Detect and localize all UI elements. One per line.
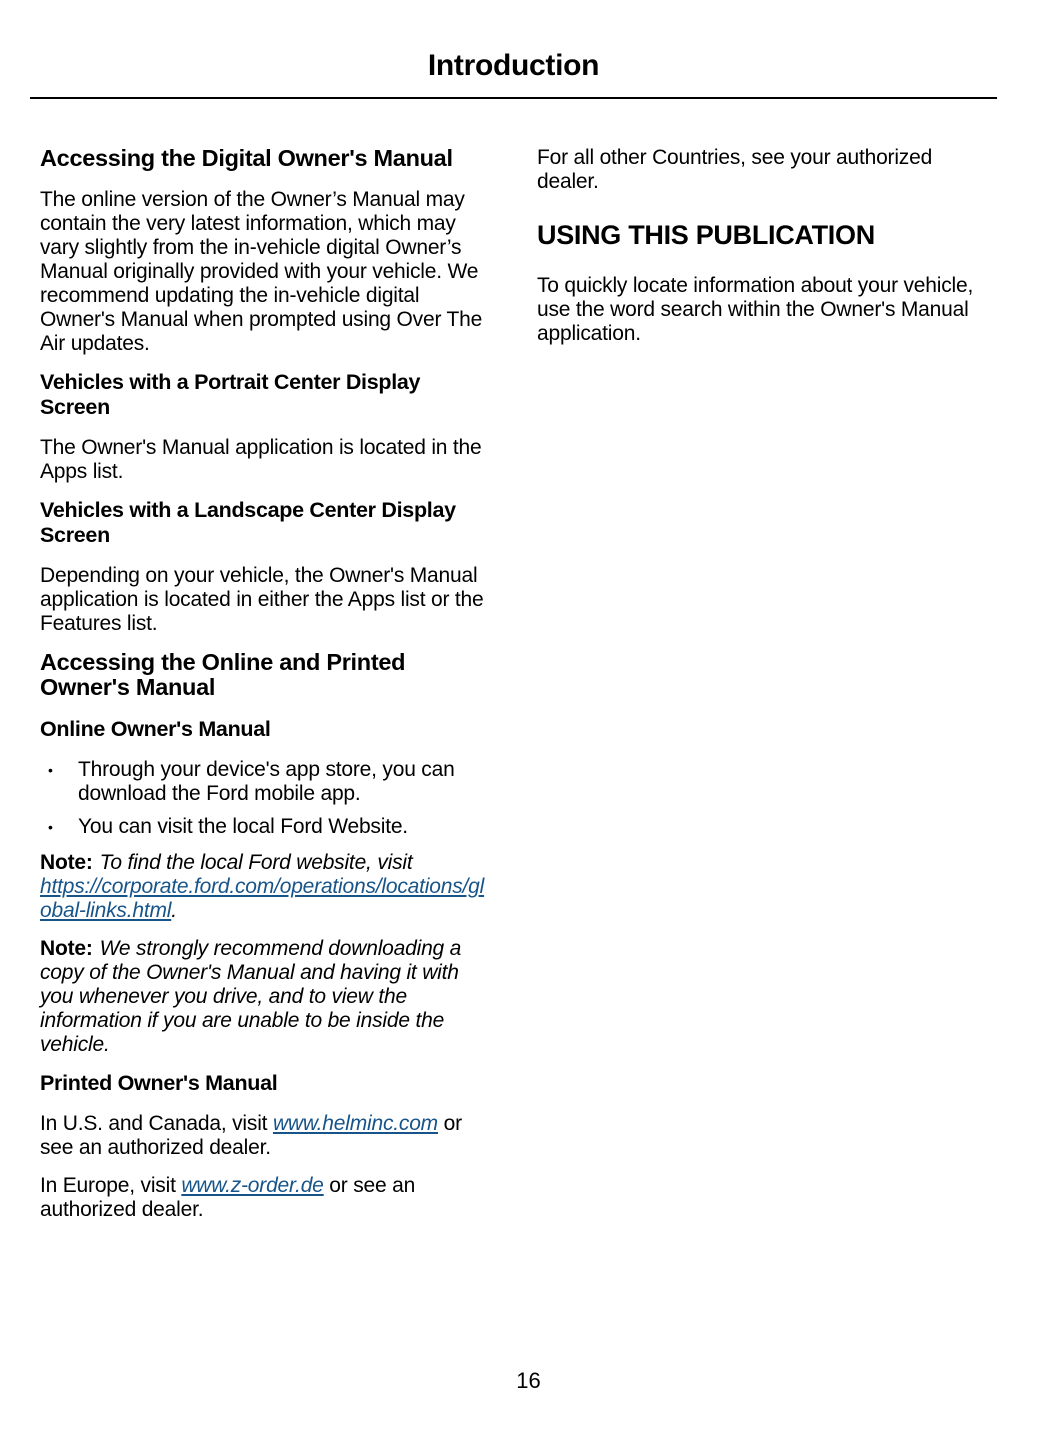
note-text-period: . [171,899,177,922]
paragraph-us-canada [40,1112,492,1160]
subsection-heading-printed-manual: Printed Owner's Manual [40,1071,278,1095]
ford-global-links-link[interactable]: https://corporate.ford.com/operations/locations/global-links.html [40,875,485,922]
bullet-list [40,758,492,839]
bullet-icon: • [48,819,53,835]
paragraph-word-search: To quickly locate information about your vehicle, use the word search within the Owner's Manual application. [537,274,974,345]
list-item-text: Through your device's app store, you can download the Ford mobile app. [78,758,455,805]
list-item [40,758,492,806]
subsection-heading-portrait-display: Vehicles with a Portrait Center Display Screen [40,370,421,419]
section-heading-online-printed-manual: Accessing the Online and Printed Owner's Manual [40,649,406,700]
subsection-heading-landscape-display: Vehicles with a Landscape Center Display Screen [40,498,456,547]
paragraph-landscape-display: Depending on your vehicle, the Owner's Manual application is located in either the Apps list or the Features list. [40,564,484,635]
list-item [40,815,492,839]
note-text: We strongly recommend downloading a copy of the Owner's Manual and having it with you whenever you drive, and to view the information if you are unable to be inside the vehicle. [40,937,462,1056]
note-paragraph-download-copy [40,937,492,1057]
paragraph-online-version: The online version of the Owner’s Manual may contain the very latest information, which may vary slightly from the in-vehicle digital Owner’s Manual originally provided with your vehicle. We recommend updating the in-vehicle digital Owner's Manual when prompted using Over The Air updates. [40,188,483,355]
page-number: 16 [516,1368,541,1393]
paragraph-text: or see an authorized dealer. [40,1112,462,1159]
note-paragraph-local-website [40,851,492,923]
note-label: Note: [40,851,93,874]
paragraph-text: In U.S. and Canada, visit [40,1112,273,1135]
paragraph-text: or see an authorized dealer. [40,1174,416,1221]
section-heading-digital-manual: Accessing the Digital Owner's Manual [40,145,453,171]
page-columns [40,130,989,1236]
header-rule [30,97,997,99]
paragraph-text: In Europe, visit [40,1174,182,1197]
paragraph-europe [40,1174,492,1222]
page-title: Introduction [427,49,600,82]
note-text: To find the local Ford website, visit [99,851,413,874]
subsection-heading-online-manual: Online Owner's Manual [40,717,271,741]
paragraph-portrait-display: The Owner's Manual application is located in the Apps list. [40,436,482,483]
section-heading-using-publication: USING THIS PUBLICATION [537,220,875,250]
z-order-link[interactable]: www.z-order.de [181,1174,324,1197]
paragraph-other-countries: For all other Countries, see your authorized dealer. [537,146,933,193]
right-column [537,130,989,360]
left-column [40,130,492,1236]
note-label: Note: [40,937,93,960]
helminc-link[interactable]: www.helminc.com [272,1112,438,1135]
list-item-text: You can visit the local Ford Website. [78,815,408,838]
bullet-icon: • [48,762,53,778]
